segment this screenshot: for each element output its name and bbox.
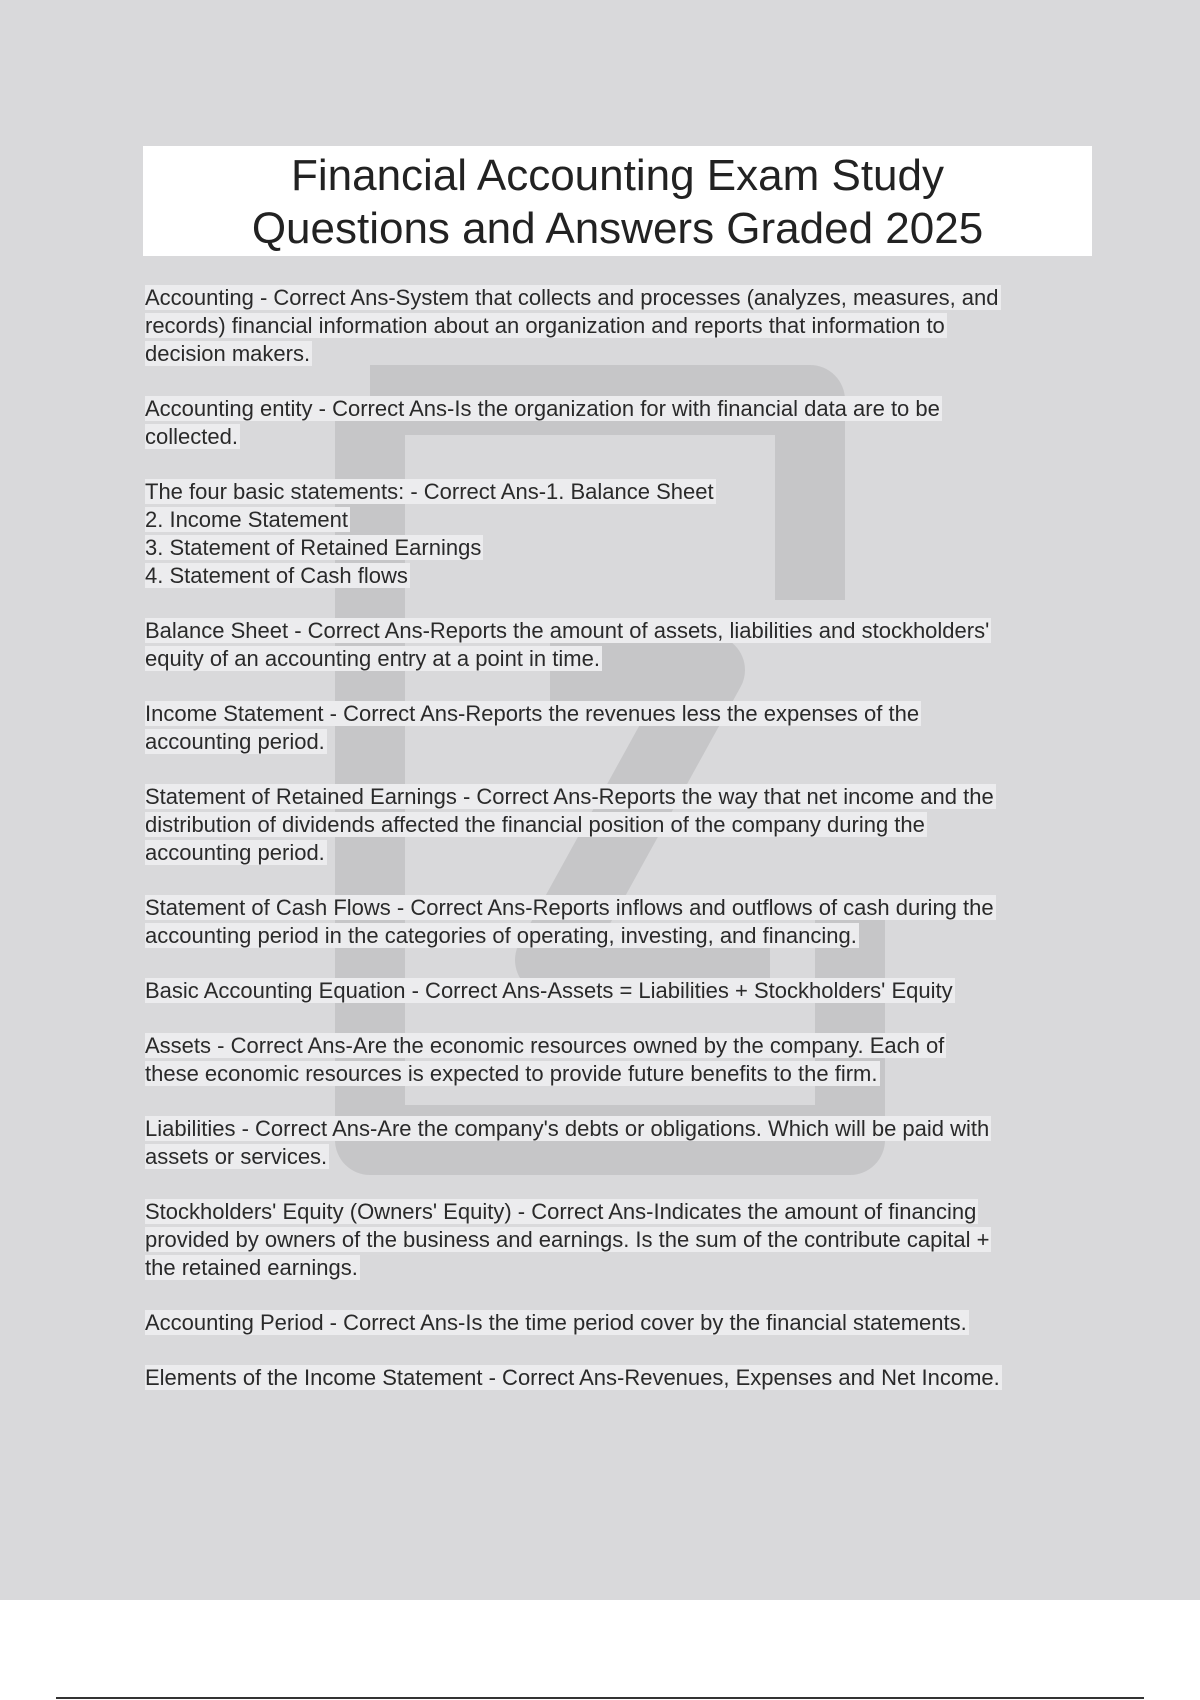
qa-line-text: decision makers.	[145, 341, 311, 366]
qa-line-text: Statement of Cash Flows - Correct Ans-Reports inflows and outflows of cash during the	[145, 895, 994, 920]
qa-line-text: assets or services.	[145, 1144, 328, 1169]
qa-line	[145, 1226, 1090, 1254]
document-title	[143, 146, 1092, 256]
qa-line	[145, 1115, 1090, 1143]
qa-line	[145, 395, 1090, 423]
qa-line-text: distribution of dividends affected the financial position of the company during the	[145, 812, 925, 837]
qa-line	[145, 312, 1090, 340]
qa-line	[145, 922, 1090, 950]
qa-entry	[145, 977, 1090, 1005]
qa-line-text: Liabilities - Correct Ans-Are the company's debts or obligations. Which will be paid with	[145, 1116, 990, 1141]
qa-line	[145, 562, 1090, 590]
qa-line	[145, 340, 1090, 368]
qa-line	[145, 1309, 1090, 1337]
qa-entry	[145, 1115, 1090, 1171]
qa-line-text: the retained earnings.	[145, 1255, 358, 1280]
qa-line	[145, 645, 1090, 673]
qa-line-text: collected.	[145, 424, 238, 449]
qa-line-text: accounting period.	[145, 840, 325, 865]
qa-line	[145, 894, 1090, 922]
qa-line-text: Accounting entity - Correct Ans-Is the organization for with financial data are to be	[145, 396, 940, 421]
qa-entry	[145, 1032, 1090, 1088]
qa-line-text: Accounting - Correct Ans-System that collects and processes (analyzes, measures, and	[145, 285, 999, 310]
qa-line	[145, 783, 1090, 811]
qa-line-text: accounting period in the categories of operating, investing, and financing.	[145, 923, 857, 948]
qa-line-text: 4. Statement of Cash flows	[145, 563, 408, 588]
qa-entry	[145, 700, 1090, 756]
qa-line	[145, 811, 1090, 839]
qa-line	[145, 977, 1090, 1005]
qa-entry	[145, 1364, 1090, 1392]
qa-line-text: Accounting Period - Correct Ans-Is the time period cover by the financial statements.	[145, 1310, 967, 1335]
qa-entry	[145, 783, 1090, 867]
qa-line-text: these economic resources is expected to provide future benefits to the firm.	[145, 1061, 878, 1086]
qa-line-text: Stockholders' Equity (Owners' Equity) - Correct Ans-Indicates the amount of financing	[145, 1199, 977, 1224]
qa-entry	[145, 1309, 1090, 1337]
qa-line-text: 3. Statement of Retained Earnings	[145, 535, 482, 560]
qa-line	[145, 478, 1090, 506]
qa-line	[145, 1060, 1090, 1088]
qa-entry	[145, 894, 1090, 950]
qa-line	[145, 617, 1090, 645]
qa-line-text: Assets - Correct Ans-Are the economic resources owned by the company. Each of	[145, 1033, 945, 1058]
qa-line	[145, 423, 1090, 451]
qa-line	[145, 1143, 1090, 1171]
qa-line-text: equity of an accounting entry at a point in time.	[145, 646, 600, 671]
qa-line-text: The four basic statements: - Correct Ans-1. Balance Sheet	[145, 479, 714, 504]
qa-line-text: 2. Income Statement	[145, 507, 348, 532]
qa-line	[145, 1364, 1090, 1392]
qa-entry	[145, 617, 1090, 673]
qa-entry	[145, 1198, 1090, 1282]
qa-line	[145, 839, 1090, 867]
qa-line	[145, 700, 1090, 728]
title-line-2: Questions and Answers Graded 2025	[251, 204, 984, 253]
qa-line-text: provided by owners of the business and earnings. Is the sum of the contribute capital +	[145, 1227, 990, 1252]
qa-line	[145, 1032, 1090, 1060]
qa-entry	[145, 395, 1090, 451]
title-line-1: Financial Accounting Exam Study	[290, 151, 945, 200]
qa-line	[145, 506, 1090, 534]
qa-line-text: Statement of Retained Earnings - Correct Ans-Reports the way that net income and the	[145, 784, 994, 809]
qa-entry	[145, 284, 1090, 368]
qa-line-text: Basic Accounting Equation - Correct Ans-Assets = Liabilities + Stockholders' Equity	[145, 978, 953, 1003]
footer-divider	[56, 1697, 1144, 1699]
qa-line-text: Elements of the Income Statement - Correct Ans-Revenues, Expenses and Net Income.	[145, 1365, 1000, 1390]
qa-line	[145, 534, 1090, 562]
qa-line	[145, 1198, 1090, 1226]
qa-line	[145, 1254, 1090, 1282]
qa-entry	[145, 478, 1090, 590]
qa-line-text: records) financial information about an organization and reports that information to	[145, 313, 945, 338]
qa-line-text: accounting period.	[145, 729, 325, 754]
qa-line	[145, 728, 1090, 756]
qa-line-text: Income Statement - Correct Ans-Reports the revenues less the expenses of the	[145, 701, 920, 726]
qa-line-text: Balance Sheet - Correct Ans-Reports the amount of assets, liabilities and stockholders'	[145, 618, 990, 643]
qa-line	[145, 284, 1090, 312]
qa-list	[145, 284, 1090, 1419]
